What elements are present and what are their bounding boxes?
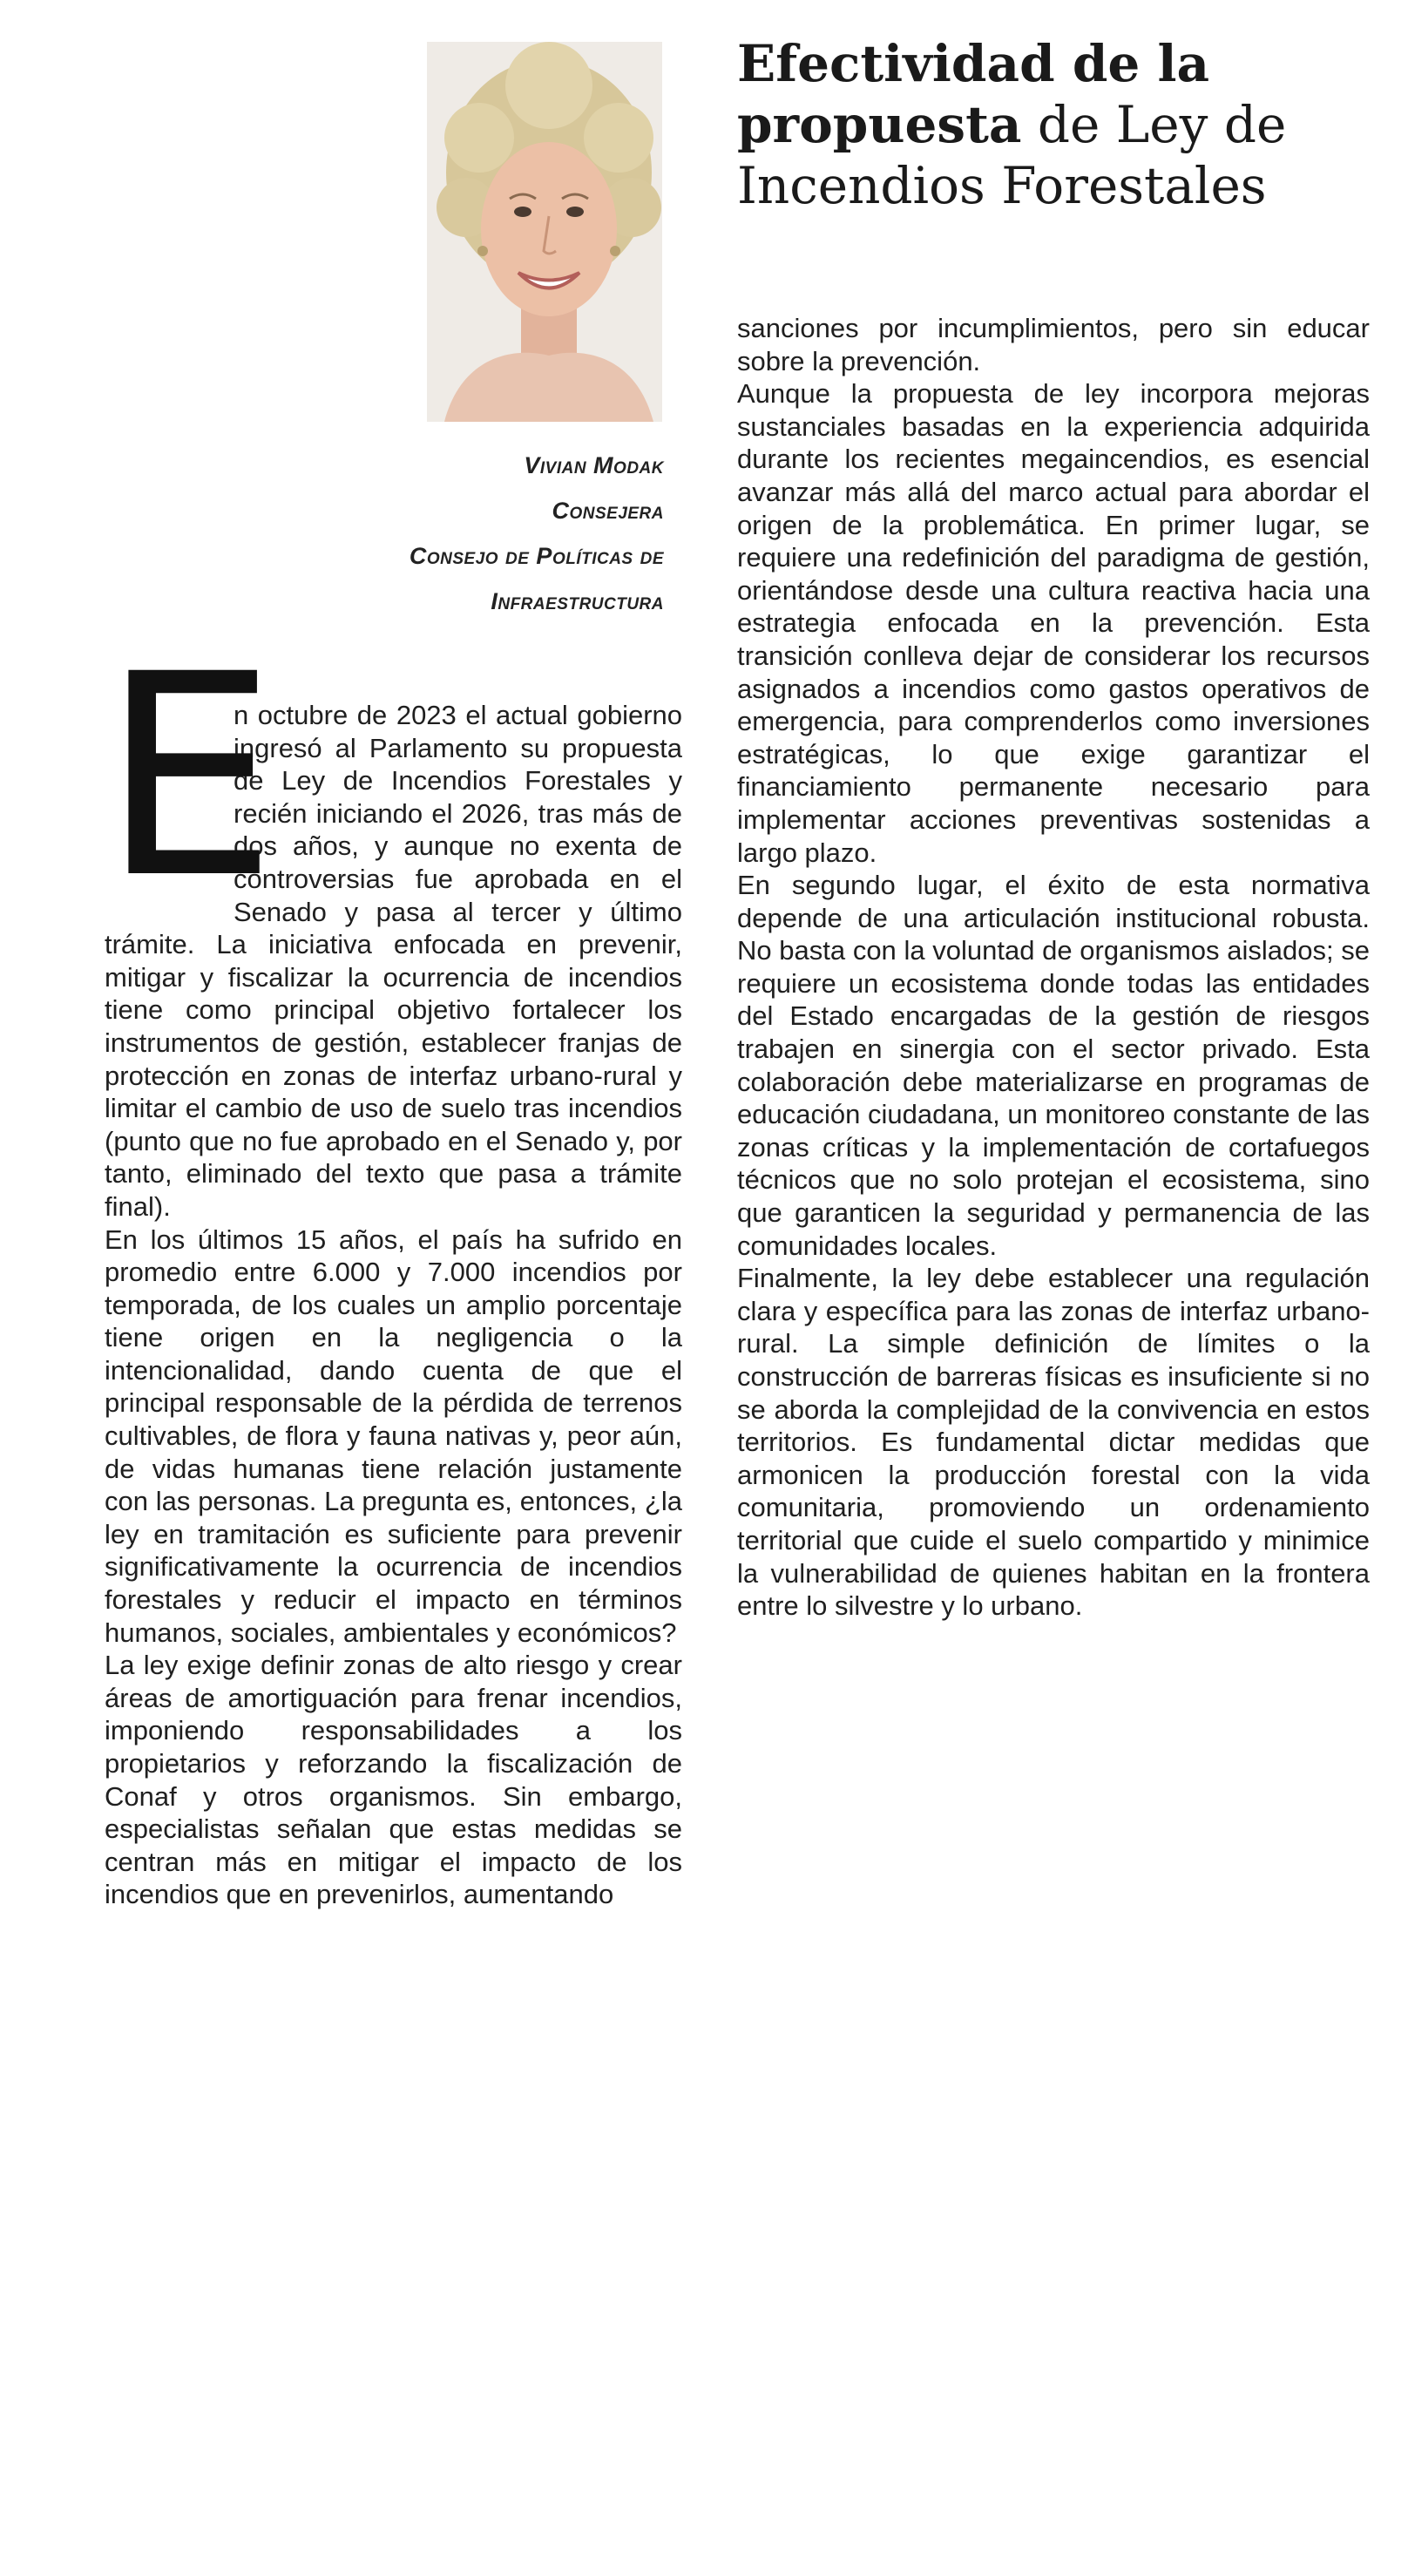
paragraph: sanciones por incumplimientos, pero sin educar sobre la prevención. xyxy=(737,313,1370,376)
paragraph: En segundo lugar, el éxito de esta normativa depende de una articulación institucional robusta. No basta con la voluntad de organismos aislados; se requiere un ecosistema donde todas las entidades del Estado encargadas de la gestión de riesgos trabajen en sinergia con el sector privado. Esta colaboración debe materializarse en programas de educación ciudadana, un monitoreo constante de las zonas críticas y la implementación de cortafuegos técnicos que no solo protejan el ecosistema, sino que garanticen la seguridad y permanencia de las comunidades locales. xyxy=(737,870,1370,1261)
paragraph: n octubre de 2023 el actual gobierno ingresó al Parlamento su propuesta de Ley de Incendios Forestales y recién iniciando el 2026, tras más de dos años, y aunque no exenta de controversias fue aprobada en el Senado y pasa al tercer y último trámite. La iniciativa enfocada en prevenir, mitigar y fiscalizar la ocurrencia de incendios tiene como principal objetivo fortalecer los instrumentos de gestión, establecer franjas de protección en zonas de interfaz urbano-rural y limitar el cambio de uso de suelo tras incendios (punto que no fue aprobado en el Senado y, por tanto, eliminado del texto que pasa a trámite final). xyxy=(105,700,682,1222)
paragraph: Finalmente, la ley debe establecer una regulación clara y específica para las zonas de interfaz urbano-rural. La simple definición de límites o la construcción de barreras físicas es insuficiente si no se aborda la complejidad de la convivencia en estos territorios. Es fundamental dictar medidas que armonicen la producción forestal con la vida comunitaria, promoviendo un ordenamiento territorial que cuide el suelo compartido y minimice la vulnerabilidad de quienes habitan en la frontera entre lo silvestre y lo urbano. xyxy=(737,1263,1370,1622)
author-role: Consejera xyxy=(552,498,664,524)
author-portrait xyxy=(427,42,662,422)
author-name: Vivian Modak xyxy=(524,452,664,478)
article-title xyxy=(737,33,1382,216)
author-org-line1: Consejo de Políticas de xyxy=(409,543,664,569)
paragraph: En los últimos 15 años, el país ha sufrido en promedio entre 6.000 y 7.000 incendios por temporada, de los cuales un amplio porcentaje tiene origen en la negligencia o la intencionalidad, dando cuenta de que el principal responsable de la pérdida de terrenos cultivables, de flora y fauna nativas y, peor aún, de vidas humanas tiene relación justamente con las personas. La pregunta es, entonces, ¿la ley en tramitación es suficiente para prevenir significativamente la ocurrencia de incendios forestales y reducir el impacto en términos humanos, sociales, ambientales y económicos? xyxy=(105,1224,682,1648)
author-org-line2: Infraestructura xyxy=(491,588,664,614)
author-byline xyxy=(261,443,664,624)
article-left-column xyxy=(101,615,682,1911)
article-title-bold: Efectividad de la propuesta xyxy=(737,34,1210,154)
author-portrait-illustration xyxy=(427,42,662,422)
paragraph: La ley exige definir zonas de alto riesgo y crear áreas de amortiguación para frenar incendios, imponiendo responsabilidades a los propietarios y reforzando la fiscalización de Conaf y otros organismos. Sin embargo, especialistas señalan que estas medidas se centran más en mitigar el impacto de los incendios que en prevenirlos, aumentando xyxy=(105,1650,682,1910)
article-title-rest: de Ley de Incendios Forestales xyxy=(737,95,1287,215)
drop-cap: E xyxy=(101,615,278,939)
drop-cap-container xyxy=(101,615,278,939)
article-right-column xyxy=(737,312,1370,1623)
paragraph: Aunque la propuesta de ley incorpora mejoras sustanciales basadas en la experiencia adquirida durante los recientes megaincendios, es esencial avanzar más allá del marco actual para abordar el origen de la problemática. En primer lugar, se requiere una redefinición del paradigma de gestión, orientándose desde una cultura reactiva hacia una estrategia enfocada en la prevención. Esta transición conlleva dejar de considerar los recursos asignados a incendios como gastos operativos de emergencia, para comprenderlos como inversiones estratégicas, lo que exige garantizar el financiamiento permanente necesario para implementar acciones preventivas sostenidas a largo plazo. xyxy=(737,378,1370,868)
